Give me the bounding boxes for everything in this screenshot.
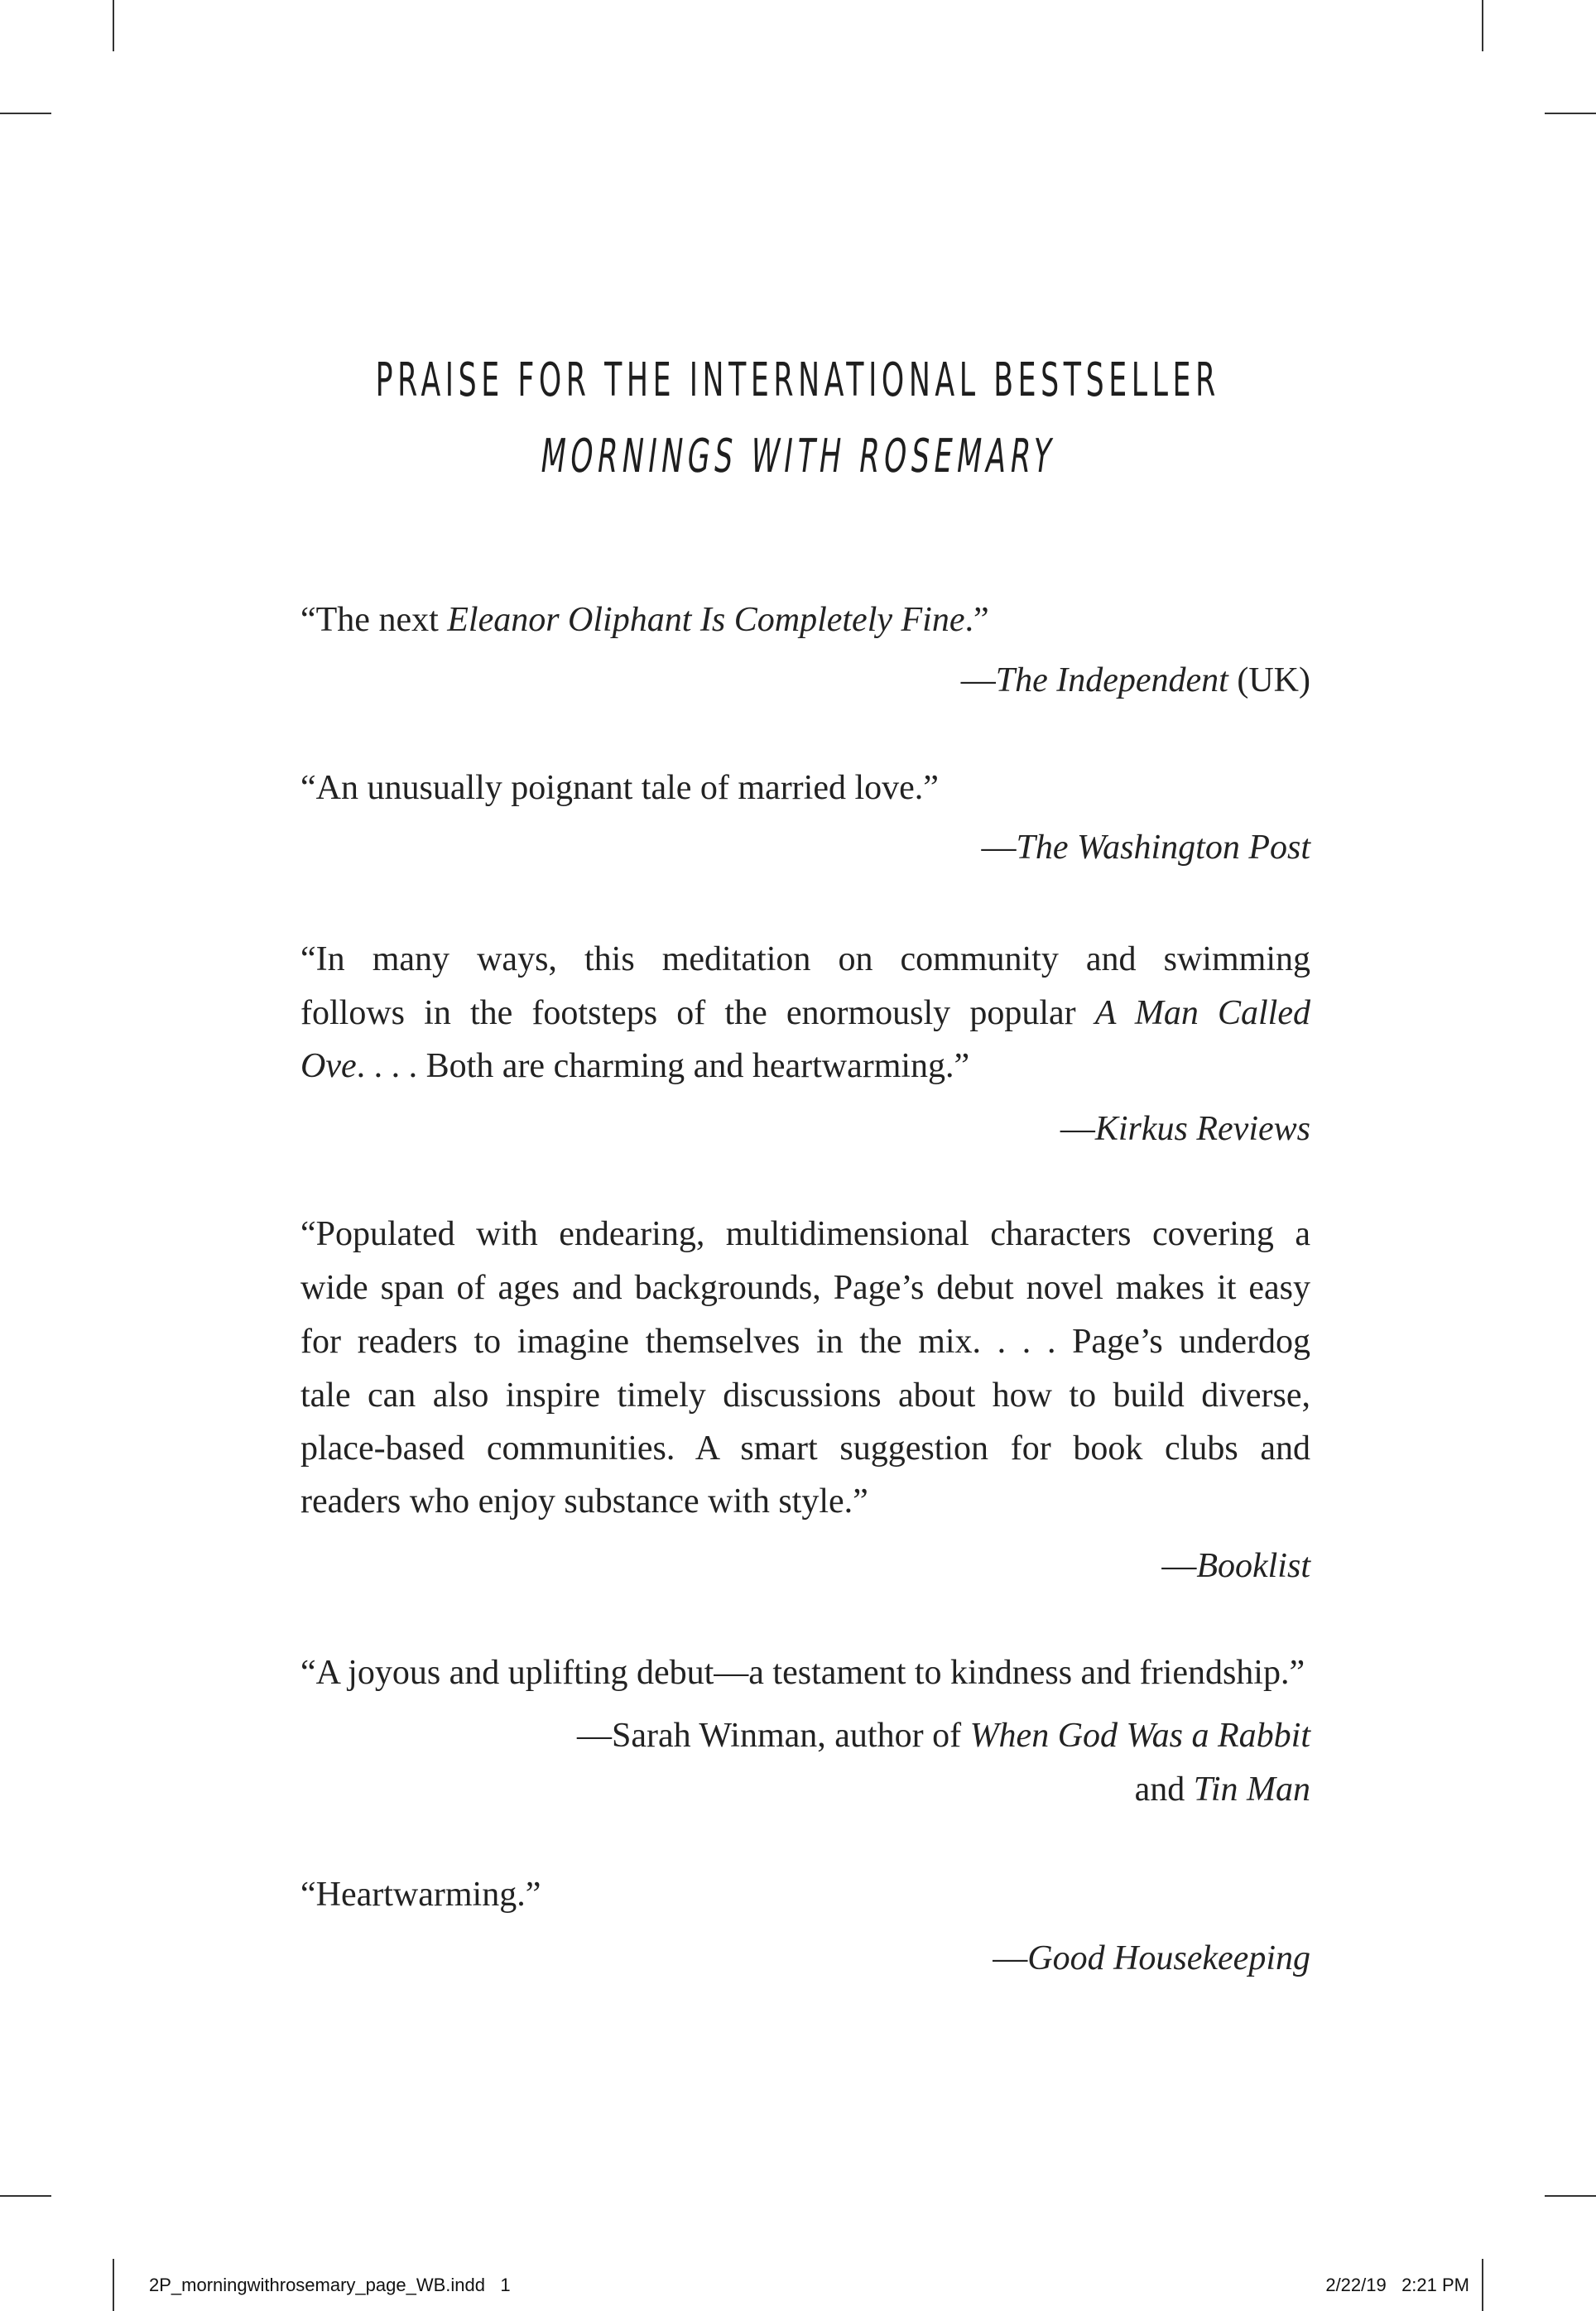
text-run: for readers to imagine themselves in the mix. . . . Page’s underdog [300, 1323, 1310, 1361]
text-run: — [993, 1939, 1028, 1977]
quote-line [300, 1049, 1310, 1083]
italic-title: Kirkus Reviews [1094, 1110, 1310, 1148]
quote-attribution [300, 1549, 1310, 1583]
text-run: “An unusually poignant tale of married love.” [300, 769, 939, 807]
crop-mark-top-left-vertical [113, 0, 114, 51]
page-heading [0, 353, 1596, 407]
text-run: place-based communities. A smart suggestion for book clubs and [300, 1429, 1310, 1468]
quote-attribution [300, 830, 1310, 865]
quote-line [300, 771, 1310, 805]
text-run: follows in the footsteps of the enormously popular [300, 994, 1095, 1032]
quote-line [300, 1655, 1310, 1690]
quote-line [300, 1324, 1310, 1359]
quote-line [300, 603, 1310, 637]
italic-title: The Washington Post [1016, 829, 1310, 867]
crop-mark-bottom-right-vertical [1482, 2259, 1483, 2311]
text-run: (UK) [1228, 661, 1310, 699]
slug-datetime: 2/22/19 2:21 PM [1325, 2275, 1469, 2295]
italic-title: A Man Called [1094, 994, 1310, 1032]
text-run: — [1060, 1110, 1095, 1148]
quote-line [300, 1271, 1310, 1305]
italic-title: Booklist [1196, 1547, 1310, 1585]
italic-title: Eleanor Oliphant Is Completely Fine [447, 601, 965, 639]
text-run: tale can also inspire timely discussions about how to build diverse, [300, 1377, 1310, 1415]
italic-title: When God Was a Rabbit [969, 1717, 1310, 1755]
quote-line [300, 942, 1310, 977]
italic-title: Tin Man [1193, 1770, 1310, 1809]
italic-title: Good Housekeeping [1027, 1939, 1310, 1977]
text-run: “The next [300, 601, 448, 639]
heading-line-2: MORNINGS WITH ROSEMARY [537, 430, 1060, 483]
text-run: “Heartwarming.” [300, 1876, 541, 1914]
text-run: “In many ways, this meditation on community and swimming [300, 940, 1310, 978]
quote-line [300, 996, 1310, 1031]
slug-filename: 2P_morningwithrosemary_page_WB.indd 1 [149, 2275, 511, 2295]
italic-title: The Independent [995, 661, 1228, 699]
italic-title: Ove [300, 1047, 357, 1085]
quote-attribution [300, 663, 1310, 698]
crop-mark-top-right-vertical [1482, 0, 1483, 51]
text-run: . . . . Both are charming and heartwarming.” [356, 1047, 970, 1085]
heading-line-1: PRAISE FOR THE INTERNATIONAL BESTSELLER [375, 353, 1221, 407]
quote-attribution [300, 1112, 1310, 1146]
quote-attribution [300, 1941, 1310, 1976]
text-run: — [981, 829, 1017, 867]
crop-mark-bottom-left-horizontal [0, 2195, 51, 2197]
text-run: wide span of ages and backgrounds, Page’s debut novel makes it easy [300, 1269, 1310, 1307]
text-run: —Sarah Winman, author of [576, 1717, 970, 1755]
quote-line [300, 1378, 1310, 1413]
text-run: “A joyous and uplifting debut—a testament to kindness and friendship.” [300, 1654, 1305, 1692]
book-title [0, 430, 1596, 483]
quote-line [300, 1877, 1310, 1912]
quote-line [300, 1431, 1310, 1466]
text-run: and [1134, 1770, 1194, 1809]
text-run: readers who enjoy substance with style.” [300, 1482, 868, 1521]
crop-mark-bottom-left-vertical [113, 2259, 114, 2311]
text-run: — [1161, 1547, 1197, 1585]
text-run: — [960, 661, 996, 699]
quote-line [300, 1217, 1310, 1252]
quote-line [300, 1484, 1310, 1519]
text-run: “Populated with endearing, multidimensional characters covering a [300, 1215, 1310, 1253]
crop-mark-top-right-horizontal [1545, 113, 1596, 114]
text-run: .” [964, 601, 989, 639]
quote-attribution [300, 1772, 1310, 1807]
quote-attribution [300, 1718, 1310, 1753]
crop-mark-top-left-horizontal [0, 113, 51, 114]
crop-mark-bottom-right-horizontal [1545, 2195, 1596, 2197]
